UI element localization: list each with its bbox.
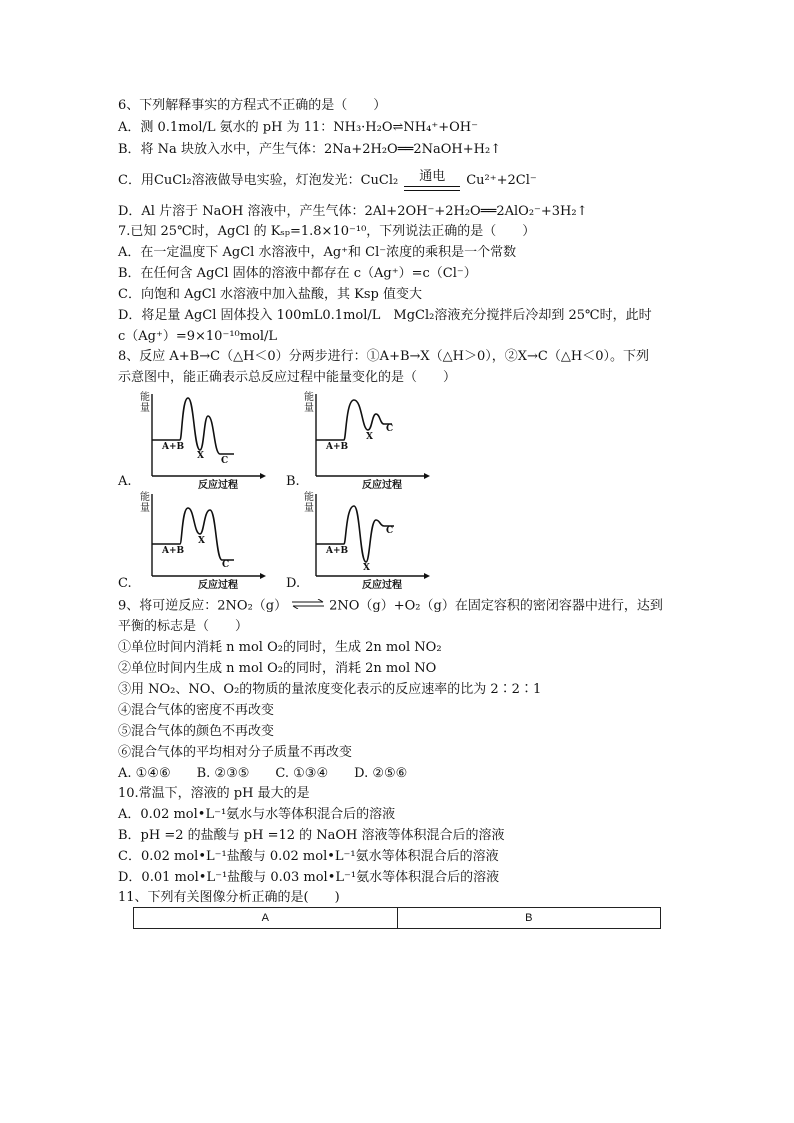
q6-option-a: A．测 0.1mol/L 氨水的 pH 为 11：NH₃·H₂O⇌NH₄⁺+OH⁻ [118, 120, 478, 135]
q9-item-1: ①单位时间内消耗 n mol O₂的同时，生成 2n mol NO₂ [118, 640, 442, 655]
label-ab: A+B [162, 546, 185, 556]
reaction-axis-label: 反应过程 [198, 480, 238, 491]
energy-axis-label: 能量 [304, 392, 314, 414]
q9-stem-line1 [118, 598, 663, 615]
q8-stem-line2: 示意图中，能正确表示总反应过程中能量变化的是（ ） [118, 370, 457, 385]
label-c: C [221, 456, 229, 466]
electrolysis-label: 通电 [404, 170, 460, 187]
q9-stem-suffix: 2NO（g）+O₂（g）在固定容积的密闭容器中进行，达到 [329, 598, 663, 614]
q8-figure-b [304, 390, 434, 490]
q6-option-b: B．将 Na 块放入水中，产生气体：2Na+2H₂O══2NaOH+H₂↑ [118, 142, 502, 157]
q7-option-d-line1: D．将足量 AgCl 固体投入 100mL0.1mol/L MgCl₂溶液充分搅拌后冷却到 25℃时，此时 [118, 308, 652, 323]
label-x: X [363, 563, 370, 573]
q8-figure-a [140, 390, 270, 490]
q10-option-d: D．0.01 mol•L⁻¹盐酸与 0.03 mol•L⁻¹氨水等体积混合后的溶液 [118, 870, 500, 885]
q8-stem-line1: 8、反应 A+B→C（△H＜0）分两步进行：①A+B→X（△H＞0），②X→C（△H＜0）。下列 [118, 349, 649, 364]
q9-item-4: ④混合气体的密度不再改变 [118, 703, 275, 718]
label-ab: A+B [162, 442, 185, 452]
reaction-axis-label: 反应过程 [198, 580, 238, 591]
label-ab: A+B [326, 442, 349, 452]
q11-column-b: B [397, 908, 661, 928]
q7-option-b: B．在任何含 AgCl 固体的溶液中都存在 c（Ag⁺）=c（Cl⁻） [118, 266, 477, 281]
q7-stem: 7.已知 25℃时，AgCl 的 Kₛₚ=1.8×10⁻¹⁰，下列说法正确的是（ ） [118, 224, 536, 239]
q6-option-c-prefix: C．用CuCl₂溶液做导电实验，灯泡发光：CuCl₂ [118, 173, 399, 188]
reversible-arrow-icon [291, 598, 325, 614]
label-c: C [222, 560, 230, 570]
q11-stem: 11、下列有关图像分析正确的是( ) [118, 890, 340, 905]
q10-option-b: B．pH =2 的盐酸与 pH =12 的 NaOH 溶液等体积混合后的溶液 [118, 828, 505, 843]
label-x: X [197, 451, 204, 461]
label-x: X [366, 432, 373, 442]
energy-axis-label: 能量 [304, 492, 314, 514]
reaction-axis-label: 反应过程 [362, 580, 402, 591]
q8-figure-d [304, 490, 434, 590]
q8-option-b-label: B. [286, 474, 300, 489]
q9-choices: A. ①④⑥ B. ②③⑤ C. ①③④ D. ②⑤⑥ [118, 766, 408, 781]
q8-option-d-label: D. [286, 576, 301, 591]
q9-stem-line2: 平衡的标志是（ ） [118, 619, 249, 634]
q7-option-a: A．在一定温度下 AgCl 水溶液中，Ag⁺和 Cl⁻浓度的乘积是一个常数 [118, 245, 517, 260]
q9-item-5: ⑤混合气体的颜色不再改变 [118, 724, 275, 739]
q6-option-c-products: Cu²⁺+2Cl⁻ [466, 173, 537, 188]
label-ab: A+B [326, 546, 349, 556]
energy-axis-label: 能量 [140, 392, 150, 414]
q7-option-c: C．向饱和 AgCl 水溶液中加入盐酸，其 Ksp 值变大 [118, 287, 422, 302]
q6-option-d: D．Al 片溶于 NaOH 溶液中，产生气体：2Al+2OH⁻+2H₂O══2AlO₂⁻+3H₂↑ [118, 204, 588, 219]
q10-option-a: A．0.02 mol•L⁻¹氨水与水等体积混合后的溶液 [118, 807, 396, 822]
q9-stem-prefix: 9、将可逆反应：2NO₂（g） [118, 598, 288, 614]
q9-item-3: ③用 NO₂、NO、O₂的物质的量浓度变化表示的反应速率的比为 2∶2∶1 [118, 682, 542, 697]
q8-figure-c [140, 490, 270, 590]
electrolysis-arrow [404, 170, 460, 191]
q6-stem: 6、下列解释事实的方程式不正确的是（ ） [118, 98, 387, 113]
q7-option-d-line2: c（Ag⁺）=9×10⁻¹⁰mol/L [118, 329, 278, 344]
q11-column-a: A [261, 912, 269, 924]
reaction-axis-label: 反应过程 [362, 480, 402, 491]
q10-option-c: C．0.02 mol•L⁻¹盐酸与 0.02 mol•L⁻¹氨水等体积混合后的溶液 [118, 849, 499, 864]
label-x: X [198, 536, 205, 546]
q8-option-c-label: C. [118, 576, 132, 591]
q6-option-c [118, 170, 537, 191]
label-c: C [386, 526, 394, 536]
q9-item-6: ⑥混合气体的平均相对分子质量不再改变 [118, 745, 353, 760]
label-c: C [386, 424, 394, 434]
q8-option-a-label: A. [118, 474, 132, 489]
q11-table-header [133, 907, 661, 929]
energy-axis-label: 能量 [140, 492, 150, 514]
q10-stem: 10.常温下，溶液的 pH 最大的是 [118, 786, 310, 801]
q9-item-2: ②单位时间内生成 n mol O₂的同时，消耗 2n mol NO [118, 661, 437, 676]
